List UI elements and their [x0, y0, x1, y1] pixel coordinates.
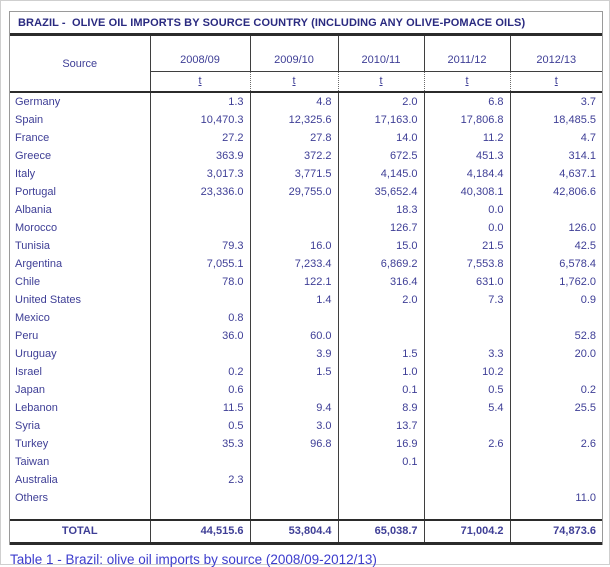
total-value: 71,004.2	[424, 520, 510, 544]
table-row	[10, 273, 602, 291]
value-cell: 1.4	[250, 291, 338, 309]
value-cell	[510, 417, 602, 435]
table-row	[10, 345, 602, 363]
value-cell	[250, 219, 338, 237]
value-cell: 4.8	[250, 92, 338, 111]
spacer-row	[10, 507, 602, 520]
table-title: BRAZIL - OLIVE OIL IMPORTS BY SOURCE COUNTRY (INCLUDING ANY OLIVE-POMACE OILS)	[10, 12, 602, 36]
value-cell	[424, 327, 510, 345]
table-row	[10, 183, 602, 201]
value-cell: 3,771.5	[250, 165, 338, 183]
year-column-header: 2009/10	[250, 36, 338, 71]
value-cell: 0.0	[424, 219, 510, 237]
table-row	[10, 201, 602, 219]
country-cell: Lebanon	[10, 399, 150, 417]
value-cell: 4,637.1	[510, 165, 602, 183]
value-cell: 7,055.1	[150, 255, 250, 273]
value-cell	[250, 201, 338, 219]
value-cell	[338, 471, 424, 489]
total-value: 44,515.6	[150, 520, 250, 544]
value-cell: 1,762.0	[510, 273, 602, 291]
value-cell	[510, 309, 602, 327]
value-cell: 2.6	[424, 435, 510, 453]
table-caption: Table 1 - Brazil: olive oil imports by source (2008/09-2012/13)	[10, 552, 377, 567]
value-cell: 3.0	[250, 417, 338, 435]
value-cell	[150, 201, 250, 219]
unit-label: t	[338, 71, 424, 92]
value-cell	[250, 453, 338, 471]
value-cell: 451.3	[424, 147, 510, 165]
value-cell	[510, 453, 602, 471]
value-cell: 18.3	[338, 201, 424, 219]
value-cell: 2.6	[510, 435, 602, 453]
table-row	[10, 219, 602, 237]
country-cell: Argentina	[10, 255, 150, 273]
unit-label: t	[150, 71, 250, 92]
value-cell: 25.5	[510, 399, 602, 417]
country-cell: Taiwan	[10, 453, 150, 471]
value-cell	[250, 381, 338, 399]
value-cell	[150, 453, 250, 471]
value-cell: 17,806.8	[424, 111, 510, 129]
value-cell	[424, 453, 510, 471]
year-column-header: 2011/12	[424, 36, 510, 71]
value-cell: 1.5	[338, 345, 424, 363]
value-cell: 7,233.4	[250, 255, 338, 273]
value-cell: 96.8	[250, 435, 338, 453]
value-cell: 1.5	[250, 363, 338, 381]
value-cell	[510, 471, 602, 489]
country-cell: Greece	[10, 147, 150, 165]
country-cell: France	[10, 129, 150, 147]
value-cell	[338, 489, 424, 507]
value-cell	[424, 471, 510, 489]
country-cell: Spain	[10, 111, 150, 129]
country-cell: Italy	[10, 165, 150, 183]
country-cell: Australia	[10, 471, 150, 489]
value-cell: 122.1	[250, 273, 338, 291]
value-cell: 60.0	[250, 327, 338, 345]
table-row	[10, 453, 602, 471]
value-cell: 7,553.8	[424, 255, 510, 273]
value-cell: 3.7	[510, 92, 602, 111]
table-row	[10, 471, 602, 489]
value-cell	[250, 489, 338, 507]
value-cell: 0.6	[150, 381, 250, 399]
table-row	[10, 363, 602, 381]
table-body	[10, 92, 602, 507]
total-value: 65,038.7	[338, 520, 424, 544]
value-cell: 3.9	[250, 345, 338, 363]
value-cell: 0.9	[510, 291, 602, 309]
value-cell: 0.1	[338, 381, 424, 399]
value-cell: 1.0	[338, 363, 424, 381]
value-cell: 27.2	[150, 129, 250, 147]
value-cell: 11.0	[510, 489, 602, 507]
table-row	[10, 309, 602, 327]
value-cell: 0.5	[150, 417, 250, 435]
value-cell	[424, 489, 510, 507]
country-cell: Japan	[10, 381, 150, 399]
value-cell	[150, 345, 250, 363]
unit-label: t	[510, 71, 602, 92]
table-row	[10, 129, 602, 147]
value-cell: 21.5	[424, 237, 510, 255]
table-footer	[10, 507, 602, 544]
table-row	[10, 237, 602, 255]
value-cell: 4,145.0	[338, 165, 424, 183]
value-cell	[424, 309, 510, 327]
value-cell: 631.0	[424, 273, 510, 291]
value-cell	[510, 201, 602, 219]
value-cell: 126.0	[510, 219, 602, 237]
value-cell	[250, 471, 338, 489]
table-row	[10, 111, 602, 129]
value-cell: 36.0	[150, 327, 250, 345]
year-column-header: 2010/11	[338, 36, 424, 71]
country-cell: Portugal	[10, 183, 150, 201]
value-cell: 16.0	[250, 237, 338, 255]
country-cell: United States	[10, 291, 150, 309]
value-cell: 6.8	[424, 92, 510, 111]
value-cell: 2.0	[338, 92, 424, 111]
value-cell: 1.3	[150, 92, 250, 111]
value-cell: 363.9	[150, 147, 250, 165]
table-row	[10, 92, 602, 111]
value-cell: 314.1	[510, 147, 602, 165]
value-cell: 0.2	[150, 363, 250, 381]
total-value: 53,804.4	[250, 520, 338, 544]
value-cell: 8.9	[338, 399, 424, 417]
value-cell: 79.3	[150, 237, 250, 255]
value-cell: 126.7	[338, 219, 424, 237]
table-row	[10, 255, 602, 273]
value-cell: 7.3	[424, 291, 510, 309]
year-column-header: 2008/09	[150, 36, 250, 71]
value-cell: 10.2	[424, 363, 510, 381]
table-row	[10, 399, 602, 417]
value-cell: 35.3	[150, 435, 250, 453]
value-cell: 15.0	[338, 237, 424, 255]
imports-table	[10, 36, 602, 545]
value-cell: 5.4	[424, 399, 510, 417]
value-cell: 672.5	[338, 147, 424, 165]
total-row	[10, 520, 602, 544]
value-cell: 0.5	[424, 381, 510, 399]
country-cell: Chile	[10, 273, 150, 291]
table-row	[10, 381, 602, 399]
country-cell: Peru	[10, 327, 150, 345]
country-cell: Uruguay	[10, 345, 150, 363]
value-cell: 2.3	[150, 471, 250, 489]
value-cell: 11.5	[150, 399, 250, 417]
table-row	[10, 489, 602, 507]
value-cell: 9.4	[250, 399, 338, 417]
value-cell: 14.0	[338, 129, 424, 147]
value-cell	[250, 309, 338, 327]
country-cell: Syria	[10, 417, 150, 435]
value-cell: 2.0	[338, 291, 424, 309]
unit-label: t	[424, 71, 510, 92]
value-cell: 0.8	[150, 309, 250, 327]
value-cell: 0.2	[510, 381, 602, 399]
value-cell	[150, 291, 250, 309]
value-cell: 6,869.2	[338, 255, 424, 273]
value-cell: 78.0	[150, 273, 250, 291]
value-cell: 0.0	[424, 201, 510, 219]
table-header	[10, 36, 602, 92]
value-cell: 6,578.4	[510, 255, 602, 273]
total-label: TOTAL	[10, 520, 150, 544]
value-cell	[338, 309, 424, 327]
value-cell: 316.4	[338, 273, 424, 291]
value-cell: 35,652.4	[338, 183, 424, 201]
country-cell: Albania	[10, 201, 150, 219]
value-cell: 17,163.0	[338, 111, 424, 129]
value-cell: 3.3	[424, 345, 510, 363]
value-cell: 18,485.5	[510, 111, 602, 129]
country-cell: Mexico	[10, 309, 150, 327]
country-cell: Germany	[10, 92, 150, 111]
value-cell: 42,806.6	[510, 183, 602, 201]
value-cell: 4,184.4	[424, 165, 510, 183]
unit-label: t	[250, 71, 338, 92]
value-cell: 29,755.0	[250, 183, 338, 201]
country-cell: Israel	[10, 363, 150, 381]
value-cell: 12,325.6	[250, 111, 338, 129]
year-header-row	[10, 36, 602, 71]
value-cell: 23,336.0	[150, 183, 250, 201]
value-cell: 40,308.1	[424, 183, 510, 201]
value-cell	[424, 417, 510, 435]
source-column-header: Source	[10, 36, 150, 92]
table-row	[10, 417, 602, 435]
value-cell	[510, 363, 602, 381]
value-cell: 13.7	[338, 417, 424, 435]
table-row	[10, 435, 602, 453]
value-cell	[150, 219, 250, 237]
value-cell: 372.2	[250, 147, 338, 165]
year-column-header: 2012/13	[510, 36, 602, 71]
value-cell	[150, 489, 250, 507]
table-row	[10, 327, 602, 345]
document-page	[1, 1, 609, 567]
table-row	[10, 291, 602, 309]
table-row	[10, 165, 602, 183]
value-cell: 3,017.3	[150, 165, 250, 183]
value-cell: 0.1	[338, 453, 424, 471]
country-cell: Others	[10, 489, 150, 507]
value-cell: 52.8	[510, 327, 602, 345]
value-cell: 10,470.3	[150, 111, 250, 129]
value-cell: 16.9	[338, 435, 424, 453]
value-cell: 11.2	[424, 129, 510, 147]
value-cell: 20.0	[510, 345, 602, 363]
table-row	[10, 147, 602, 165]
value-cell: 27.8	[250, 129, 338, 147]
value-cell: 4.7	[510, 129, 602, 147]
value-cell	[338, 327, 424, 345]
imports-table-frame	[9, 11, 603, 545]
total-value: 74,873.6	[510, 520, 602, 544]
country-cell: Morocco	[10, 219, 150, 237]
value-cell: 42.5	[510, 237, 602, 255]
country-cell: Turkey	[10, 435, 150, 453]
country-cell: Tunisia	[10, 237, 150, 255]
